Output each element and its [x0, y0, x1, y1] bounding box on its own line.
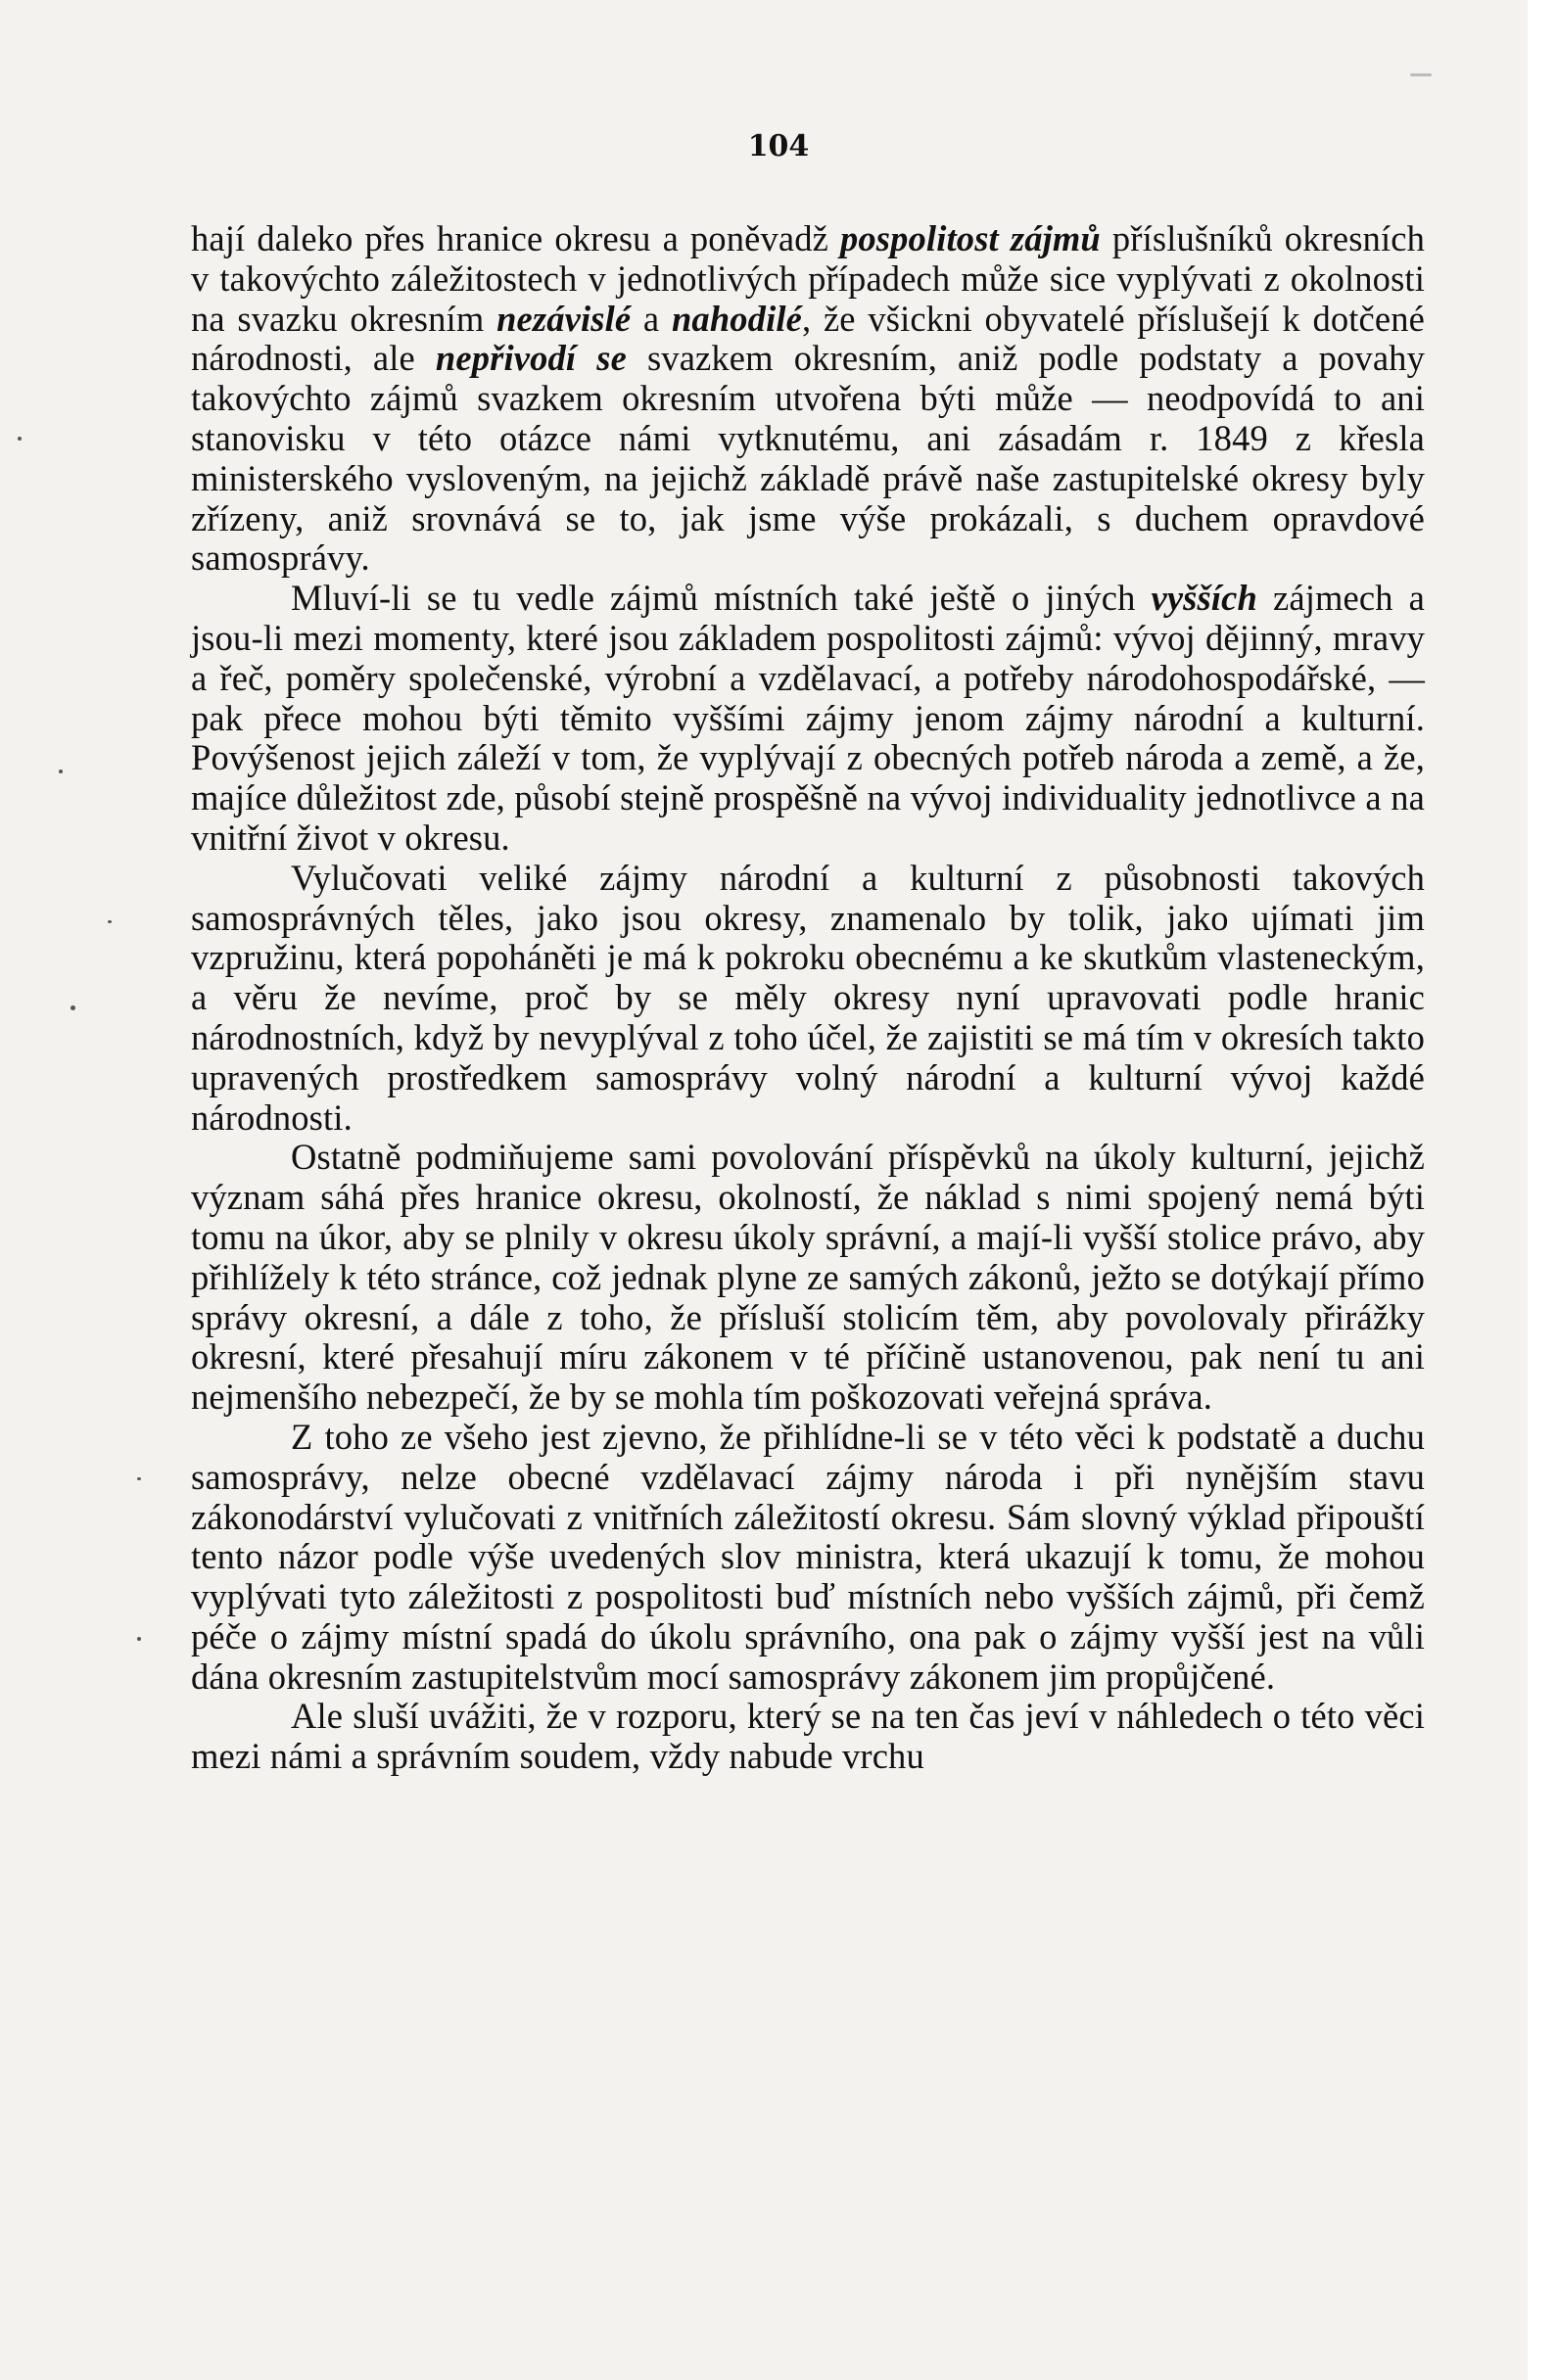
text-segment: Mluví-li se tu vedle zájmů místních také ještě o jiných — [291, 578, 1152, 619]
paragraph — [191, 579, 1425, 859]
scan-speck — [1410, 73, 1432, 76]
paragraph — [191, 859, 1425, 1139]
scan-speck — [108, 920, 112, 923]
scan-speck — [71, 1005, 75, 1010]
body-text — [191, 219, 1425, 1777]
text-segment: a — [631, 298, 672, 339]
text-segment: zájmech a jsou-li mezi momenty, které jsou základem pospolitosti zájmů: vývoj dějinný, mravy a řeč, poměry společenské, výrobní a vzdělavací, a potřeby národohospodářské, — pak přece mohou býti těmito vyššími zájmy jenom zájmy národní a kulturní. Povýšenost jejich záleží v tom, že vyplývají z obecných potřeb národa a země, a že, majíce důležitost zde, působí stejně prospěšně na vývoj individuality jednotlivce a na vnitřní život v okresu. — [191, 578, 1425, 858]
emphasis-text: vyšších — [1151, 578, 1257, 619]
text-segment: příslušníků okresních v takovýchto záležitostech v jednotlivých případech může sice vyplývati z okolnosti na svazku okresním — [191, 218, 1426, 339]
text-segment: Vylučovati veliké zájmy národní a kulturní z působnosti takových samosprávných těles, jako jsou okresy, znamenalo by tolik, jako ujímati jim vzpružinu, která popoháněti je má k pokroku obecnému a ke skutkům vlasteneckým, a věru že nevíme, proč by se měly okresy nyní upravovati podle hranic národnostních, když by nevyplýval z toho účel, že zajistiti se má tím v okresích takto upravených prostředkem samosprávy volný národní a kulturní vývoj každé národnosti. — [191, 857, 1425, 1138]
emphasis-text: nezávislé — [496, 298, 632, 339]
text-segment: Z toho ze všeho jest zjevno, že přihlídne-li se v této věci k podstatě a duchu samosprávy, nelze obecné vzdělavací zájmy národa i při nynějším stavu zákonodárství vylučovati z vnitřních záležitostí okresu. Sám slovný výklad připouští tento názor podle výše uvedených slov ministra, která ukazují k tomu, že mohou vyplývati tyto záležitosti z pospolitosti buď místních nebo vyšších zájmů, při čemž péče o zájmy místní spadá do úkolu správního, ona pak o zájmy vyšší jest na vůli dána okresním zastupitelstvům mocí samosprávy zákonem jim propůjčené. — [191, 1416, 1425, 1697]
paragraph — [191, 1138, 1425, 1418]
text-segment: , že všickni obyvatelé příslušejí k dotčené národnosti, ale — [191, 298, 1425, 379]
text-segment: svazkem okresním, aniž podle podstaty a povahy takovýchto zájmů svazkem okresním utvořena býti může — neodpovídá to ani stanovisku v této otázce námi vytknutému, ani zásadám r. 1849 z křesla ministerského vysloveným, na jejichž základě právě naše zastupitelské okresy byly zřízeny, aniž srovnává se to, jak jsme výše prokázali, s duchem opravdové samosprávy. — [191, 338, 1425, 579]
emphasis-text: pospolitost zájmů — [839, 218, 1101, 258]
page-edge-margin — [1528, 0, 1557, 2380]
page-number: 104 — [747, 129, 810, 163]
scan-speck — [59, 770, 63, 773]
text-segment: Ale sluší uvážiti, že v rozporu, který se na ten čas jeví v náhledech o této věci mezi námi a správním soudem, vždy nabude vrchu — [191, 1696, 1425, 1777]
scan-speck — [137, 1637, 141, 1641]
emphasis-text: nepřivodí se — [435, 338, 627, 379]
paragraph — [191, 1697, 1425, 1777]
text-segment: hají daleko přes hranice okresu a poněvadž — [191, 218, 840, 258]
emphasis-text: nahodilé — [671, 298, 802, 339]
scan-speck — [18, 437, 22, 441]
paragraph — [191, 1418, 1425, 1698]
text-segment: Ostatně podmiňujeme sami povolování příspěvků na úkoly kulturní, jejichž význam sáhá přes hranice okresu, okolností, že náklad s nimi spojený nemá býti tomu na úkor, aby se plnily v okresu úkoly správní, a mají-li vyšší stolice právo, aby přihlížely k této stránce, což jednak plyne ze samých zákonů, ježto se dotýkají přímo správy okresní, a dále z toho, že přísluší stolicím těm, aby povolovaly přirážky okresní, které přesahují míru zákonem v té příčině ustanovenou, pak není tu ani nejmenšího nebezpečí, že by se mohla tím poškozovati veřejná správa. — [191, 1137, 1425, 1418]
paragraph — [191, 219, 1425, 579]
scan-speck — [137, 1477, 141, 1480]
